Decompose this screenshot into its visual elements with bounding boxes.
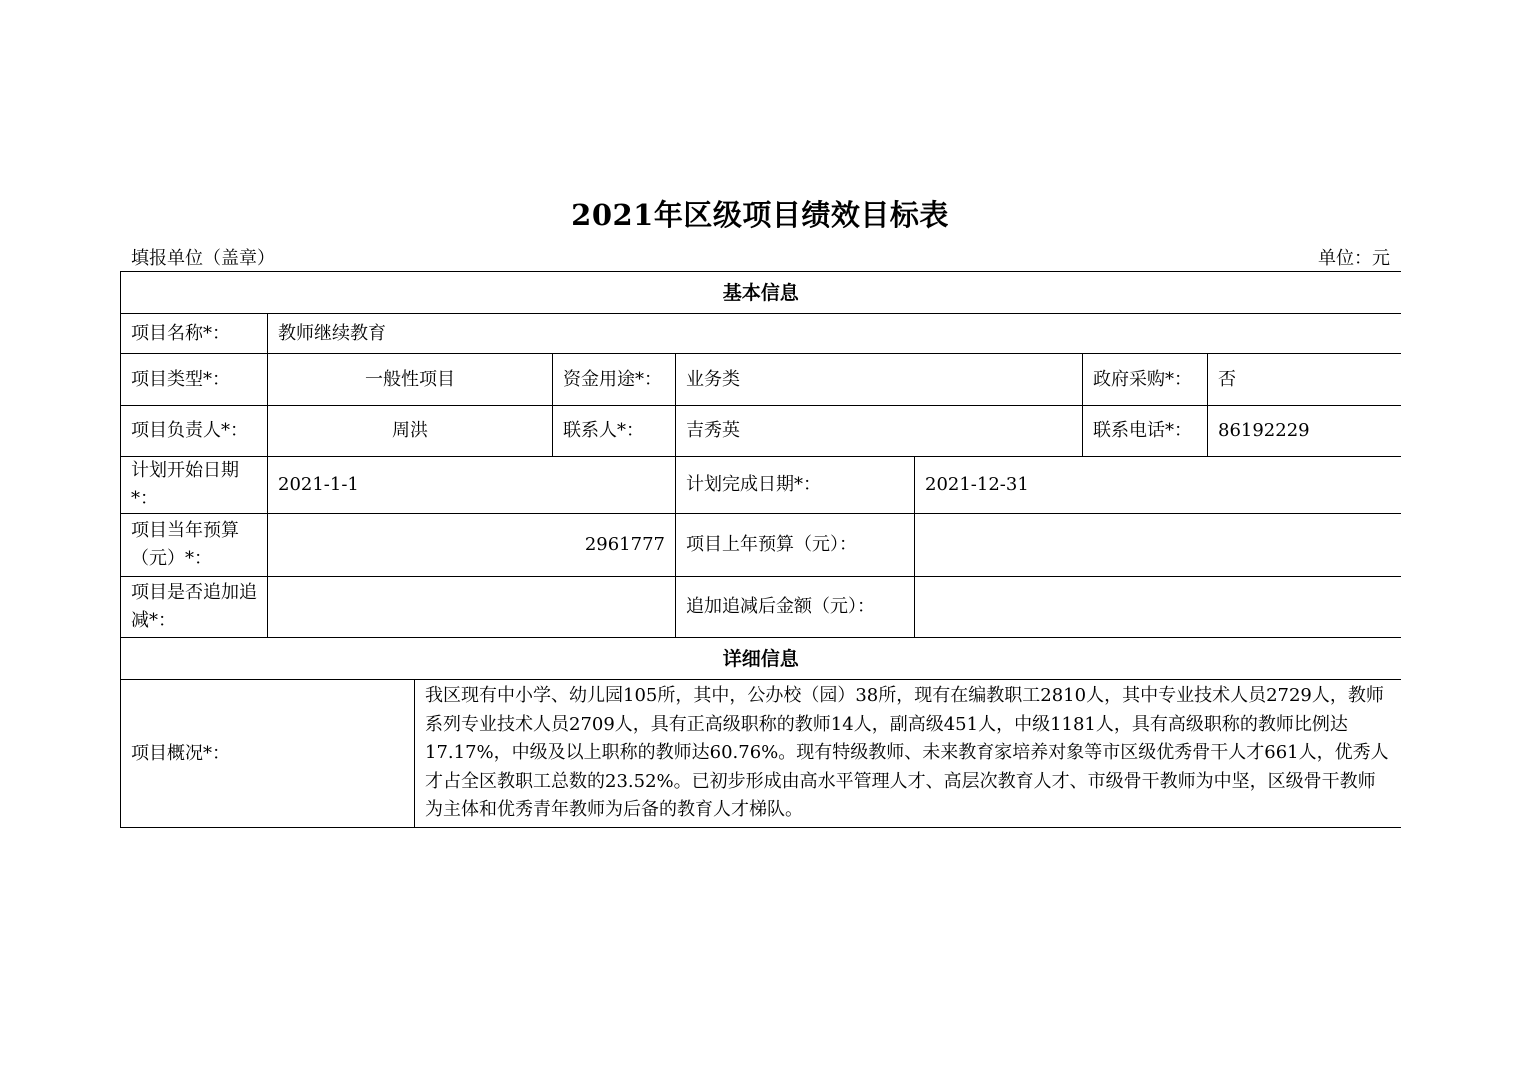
leader-row [121,406,1401,457]
basic-info-section-title: 基本信息 [121,272,1401,314]
date-row [121,457,1401,514]
detail-info-section-title: 详细信息 [121,638,1401,680]
leader-value: 周洪 [268,406,553,457]
document-title: 2021年区级项目绩效目标表 [571,198,949,232]
contact-label: 联系人*： [553,406,676,457]
leader-label: 项目负责人*： [121,406,268,457]
gov-purchase-value: 否 [1208,354,1401,406]
performance-target-table [120,271,1401,828]
fill-unit-label: 填报单位（盖章） [131,248,275,269]
project-type-value: 一般性项目 [268,354,553,406]
project-type-row [121,354,1401,406]
basic-info-header-row [121,272,1401,314]
start-date-value: 2021-1-1 [268,457,676,514]
adjust-label: 项目是否追加追减*： [121,577,268,638]
fund-use-value: 业务类 [676,354,1083,406]
end-date-label: 计划完成日期*： [676,457,915,514]
project-name-label: 项目名称*： [121,314,268,354]
project-name-row [121,314,1401,354]
adjust-value [268,577,676,638]
budget-value: 2961777 [268,514,676,577]
adjusted-amount-label: 追加追减后金额（元）： [676,577,915,638]
project-name-value: 教师继续教育 [268,314,1401,354]
overview-text: 我区现有中小学、幼儿园105所，其中，公办校（园）38所，现有在编教职工2810人，其中专业技术人员2729人，教师系列专业技术人员2709人，具有正高级职称的教师14人，副高级451人，中级1181人，具有高级职称的教师比例达17.17%，中级及以上职称的教师达60.76%。现有特级教师、未来教育家培养对象等市区级优秀骨干人才661人，优秀人才占全区教职工总数的23.52%。已初步形成由高水平管理人才、高层次教育人才、市级骨干教师为中坚，区级骨干教师为主体和优秀青年教师为后备的教育人才梯队。 [415,680,1401,828]
gov-purchase-label: 政府采购*： [1083,354,1208,406]
start-date-label: 计划开始日期*： [121,457,268,514]
adjusted-amount-value [915,577,1401,638]
last-budget-value [915,514,1401,577]
phone-value: 86192229 [1208,406,1401,457]
end-date-value: 2021-12-31 [915,457,1401,514]
project-type-label: 项目类型*： [121,354,268,406]
fund-use-label: 资金用途*： [553,354,676,406]
phone-label: 联系电话*： [1083,406,1208,457]
contact-value: 吉秀英 [676,406,1083,457]
overview-label: 项目概况*： [121,680,415,828]
budget-row [121,514,1401,577]
adjust-row [121,577,1401,638]
overview-row [121,680,1401,828]
last-budget-label: 项目上年预算（元）： [676,514,915,577]
unit-label: 单位：元 [1318,248,1390,269]
budget-label: 项目当年预算（元）*： [121,514,268,577]
detail-info-header-row [121,638,1401,680]
